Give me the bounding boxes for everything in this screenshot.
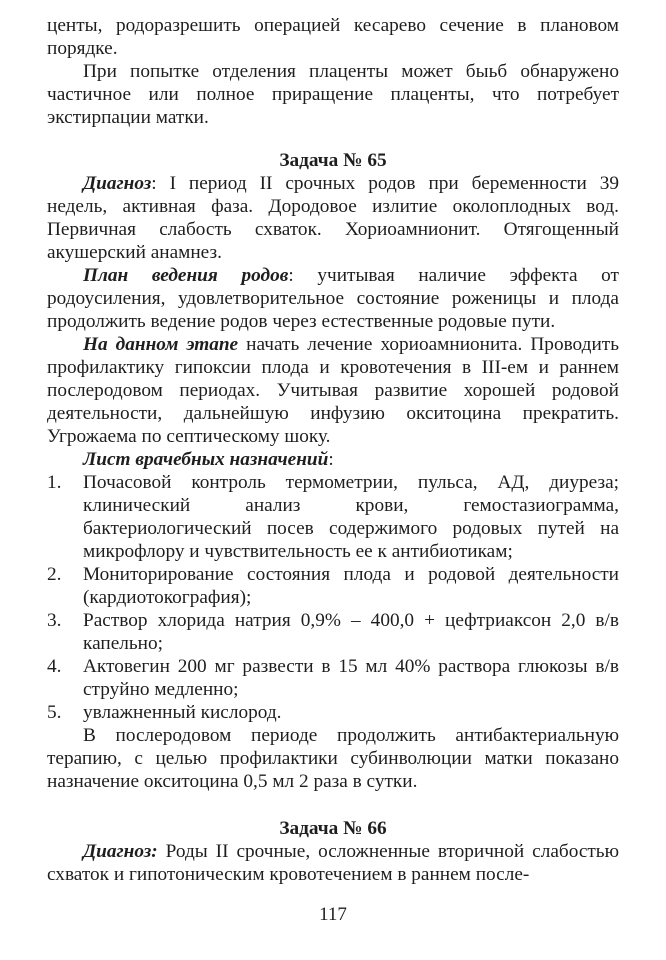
list-item — [47, 701, 619, 724]
list-item-text: Актовегин 200 мг развести в 15 мл 40% раствора глюкозы в/в струйно медленно; — [83, 656, 619, 700]
list-item — [47, 471, 619, 563]
intro-paragraph-1: центы, родоразрешить операцией кесарево сечение в плановом порядке. — [47, 15, 619, 59]
diagnosis-label: Диагноз — [83, 173, 152, 194]
page-number: 117 — [319, 904, 347, 925]
diagnosis-label: Диагноз: — [83, 841, 158, 862]
task-66-diagnosis — [47, 840, 619, 886]
prescription-colon: : — [328, 449, 334, 470]
task-65-postpartum: В послеродовом периоде продолжить антибактериальную терапию, с целью профилактики субинволюции матки показано назначение окситоцина 0,5 мл 2 раза в сутки. — [47, 725, 619, 792]
task-65-heading: Задача № 65 — [279, 150, 387, 171]
list-item-number: 5. — [47, 702, 62, 723]
list-item — [47, 609, 619, 655]
page-body — [47, 14, 619, 886]
plan-label: План ведения родов — [83, 265, 289, 286]
task-65-stage — [47, 333, 619, 448]
intro-paragraph-2: При попытке отделения плаценты может быьб обнаружено частичное или полное приращение плаценты, что потребует экстирпации матки. — [47, 61, 619, 128]
stage-text: начать лечение хориоамнионита. Проводить профилактику гипоксии плода и кровотечения в III-ем и раннем послеродовом периодах. Учитывая развитие хорошей родовой деятельности, дальнейшую инфузию окситоцина прекратить. Угрожаема по септическому шоку. — [47, 334, 619, 447]
list-item — [47, 655, 619, 701]
prescription-list — [47, 471, 619, 724]
list-item-text: увлажненный кислород. — [83, 702, 282, 723]
list-item-text: Мониторирование состояния плода и родовой деятельности (кардиотокография); — [83, 564, 619, 608]
plan-text: : учитывая наличие эффекта от родоусиления, удовлетворительное состояние роженицы и плода продолжить ведение родов через естественные родовые пути. — [47, 265, 619, 332]
list-item-text: Почасовой контроль термометрии, пульса, АД, диуреза; клинический анализ крови, гемостазиограмма, бактериологический посев содержимого родовых путей на микрофлору и чувствительность ее к антибиотикам; — [83, 472, 619, 562]
task-65-diagnosis — [47, 172, 619, 264]
list-item-number: 1. — [47, 472, 62, 493]
task-65-plan — [47, 264, 619, 333]
task-66-heading: Задача № 66 — [279, 818, 387, 839]
stage-label: На данном этапе — [83, 334, 239, 355]
list-item-number: 4. — [47, 656, 62, 677]
list-item-number: 3. — [47, 610, 62, 631]
list-item-text: Раствор хлорида натрия 0,9% – 400,0 + цефтриаксон 2,0 в/в капельно; — [83, 610, 619, 654]
list-item-number: 2. — [47, 564, 62, 585]
diagnosis-text: Роды II срочные, осложненные вторичной слабостью схваток и гипотоническим кровотечением в раннем после- — [47, 841, 619, 885]
diagnosis-text: : I период II срочных родов при беременности 39 недель, активная фаза. Дородовое излитие околоплодных вод. Первичная слабость схваток. Хориоамнионит. Отягощенный акушерский анамнез. — [47, 173, 619, 263]
prescription-label: Лист врачебных назначений — [83, 449, 329, 470]
task-65-prescription-title — [47, 448, 619, 471]
list-item — [47, 563, 619, 609]
